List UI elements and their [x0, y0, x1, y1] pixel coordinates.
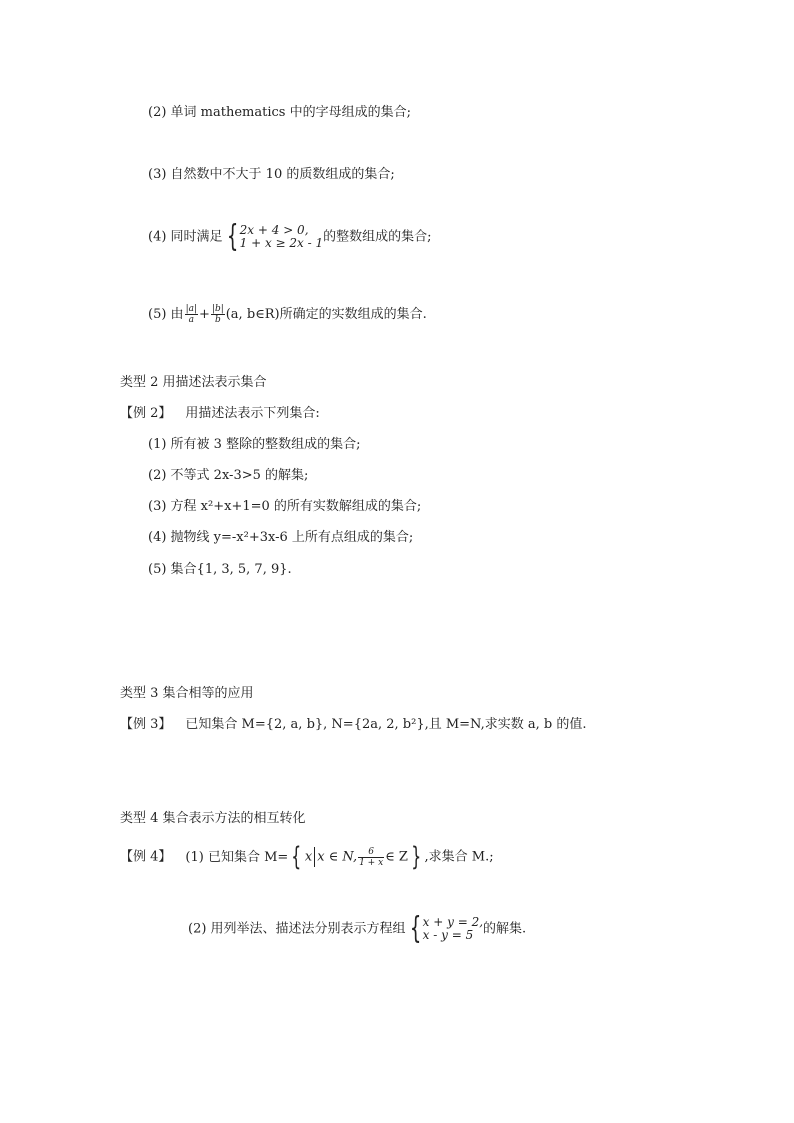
example-4-part-2: [188, 911, 527, 946]
fraction-abs-a: $\frac{|a|}{a}$: [185, 304, 197, 325]
example-4-part-2-suffix: 的解集.: [483, 921, 527, 937]
example-2-item-4: (4) 抛物线 y=-x²+3x-6 上所有点组成的集合;: [148, 530, 414, 545]
equation-row-2: x - y = 5: [422, 928, 474, 942]
example-2-item-5: (5) 集合{1, 3, 5, 7, 9}.: [148, 562, 292, 577]
item-4-prefix: (4) 同时满足: [148, 229, 223, 245]
set-brace-open: {: [291, 842, 302, 872]
example-3: [120, 716, 586, 734]
example-2-item-1: (1) 所有被 3 整除的整数组成的集合;: [148, 437, 361, 452]
item-2-mathematics: (2) 单词 mathematics 中的字母组成的集合;: [148, 105, 411, 120]
type-2-heading: 类型 2 用描述法表示集合: [120, 375, 267, 390]
example-2: [120, 405, 320, 423]
example-3-text: 已知集合 M={2, a, b}, N={2a, 2, b²},且 M=N,求实数 a, b 的值.: [185, 717, 587, 732]
example-4-part-1-suffix: ,求集合 M.;: [424, 849, 494, 865]
set-variable: x: [304, 849, 313, 865]
set-brace-close: }: [411, 842, 422, 872]
set-divider: [314, 847, 315, 867]
item-5-prefix: (5) 由: [148, 307, 184, 322]
example-2-text: 用描述法表示下列集合:: [185, 406, 320, 421]
equation-row-1: x + y = 2,: [422, 915, 484, 929]
example-3-label: 【例 3】: [120, 717, 172, 732]
example-4-part-1: [120, 844, 494, 870]
inequality-row-1: 2x + 4 > 0,: [239, 223, 309, 237]
equation-system: { x + y = 2, x - y = 5: [409, 911, 484, 946]
item-4-inequality-system: [148, 219, 432, 254]
item-5-suffix: 所确定的实数组成的集合.: [279, 307, 427, 322]
type-4-heading: 类型 4 集合表示方法的相互转化: [120, 811, 306, 826]
item-3-primes: (3) 自然数中不大于 10 的质数组成的集合;: [148, 167, 395, 182]
example-2-item-2: (2) 不等式 2x-3>5 的解集;: [148, 468, 309, 483]
set-membership: ∈ Z: [385, 849, 408, 865]
item-5-abs-fraction: [148, 304, 427, 325]
inequality-system: { 2x + 4 > 0, 1 + x ≥ 2x - 1: [226, 219, 324, 254]
example-2-label: 【例 2】: [120, 406, 172, 421]
example-4-part-1-prefix: (1) 已知集合 M=: [185, 849, 289, 865]
item-5-condition: (a, b∈R): [225, 307, 280, 322]
example-4-part-2-prefix: (2) 用列举法、描述法分别表示方程组: [188, 921, 406, 937]
example-2-item-3: (3) 方程 x²+x+1=0 的所有实数解组成的集合;: [148, 499, 422, 514]
fraction-abs-b: $\frac{|b|}{b}$: [211, 304, 224, 325]
item-4-suffix: 的整数组成的集合;: [323, 229, 432, 245]
example-4-label: 【例 4】: [120, 849, 172, 865]
fraction-six: $\frac{6}{1 + x}$: [359, 846, 384, 868]
inequality-row-2: 1 + x ≥ 2x - 1: [239, 236, 324, 250]
set-condition: x ∈ N,: [317, 849, 358, 865]
type-3-heading: 类型 3 集合相等的应用: [120, 686, 254, 701]
plus-sign: +: [199, 307, 210, 322]
